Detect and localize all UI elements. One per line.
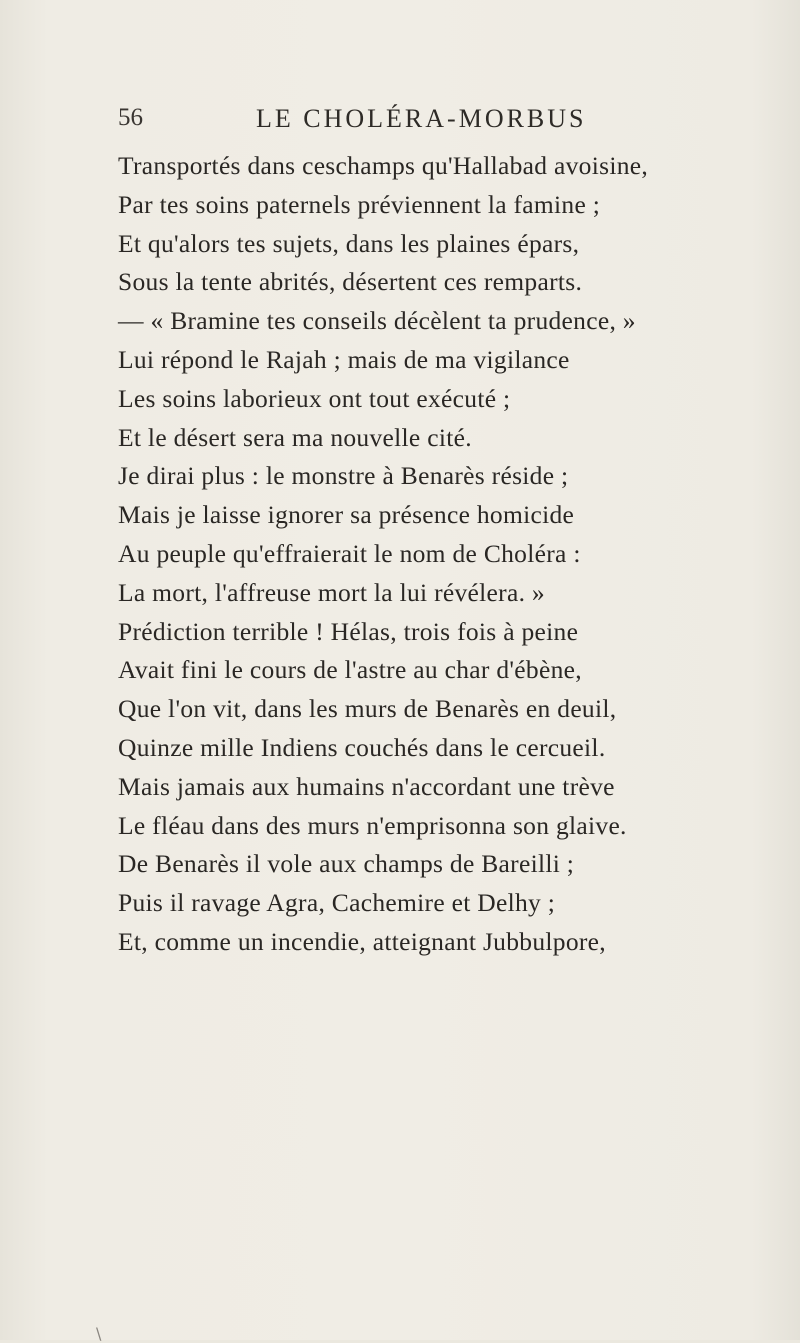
book-title: LE CHOLÉRA-MORBUS xyxy=(256,104,587,133)
verse-line: Mais je laisse ignorer sa présence homicide xyxy=(118,500,575,530)
verse-block xyxy=(118,147,798,962)
verse-line: Lui répond le Rajah ; mais de ma vigilance xyxy=(118,344,570,374)
verse-line: Je dirai plus : le monstre à Benarès réside ; xyxy=(118,461,569,491)
verse-line: Et, comme un incendie, atteignant Jubbulpore, xyxy=(118,926,606,956)
verse-line: Le fléau dans des murs n'emprisonna son glaive. xyxy=(118,810,627,840)
verse-line: Transportés dans ceschamps qu'Hallabad avoisine, xyxy=(118,151,649,180)
verse-line: De Benarès il vole aux champs de Bareilli ; xyxy=(118,849,575,879)
verse-line: Au peuple qu'effraierait le nom de Choléra : xyxy=(118,538,581,568)
verse-line: Par tes soins paternels préviennent la famine ; xyxy=(118,189,601,219)
verse-line: Quinze mille Indiens couchés dans le cercueil. xyxy=(118,732,606,762)
verse-line: Mais jamais aux humains n'accordant une trève xyxy=(118,771,615,801)
verse-line: La mort, l'affreuse mort la lui révélera. » xyxy=(118,577,545,607)
verse-line: Puis il ravage Agra, Cachemire et Delhy ; xyxy=(118,888,556,918)
verse-line: Avait fini le cours de l'astre au char d'ébène, xyxy=(118,655,582,685)
verse-line: Sous la tente abrités, désertent ces remparts. xyxy=(118,267,583,297)
verse-line: Et le désert sera ma nouvelle cité. xyxy=(118,422,472,452)
verse-line: Prédiction terrible ! Hélas, trois fois à peine xyxy=(118,616,579,646)
page-number: 56 xyxy=(118,104,143,131)
verse-line: Et qu'alors tes sujets, dans les plaines épars, xyxy=(118,228,580,258)
verse-line: Les soins laborieux ont tout exécuté ; xyxy=(118,383,511,413)
verse-line: Que l'on vit, dans les murs de Benarès en deuil, xyxy=(118,694,617,724)
margin-mark: \ xyxy=(96,1324,102,1343)
running-head xyxy=(118,104,678,140)
verse-line: — « Bramine tes conseils décèlent ta prudence, » xyxy=(118,306,636,336)
